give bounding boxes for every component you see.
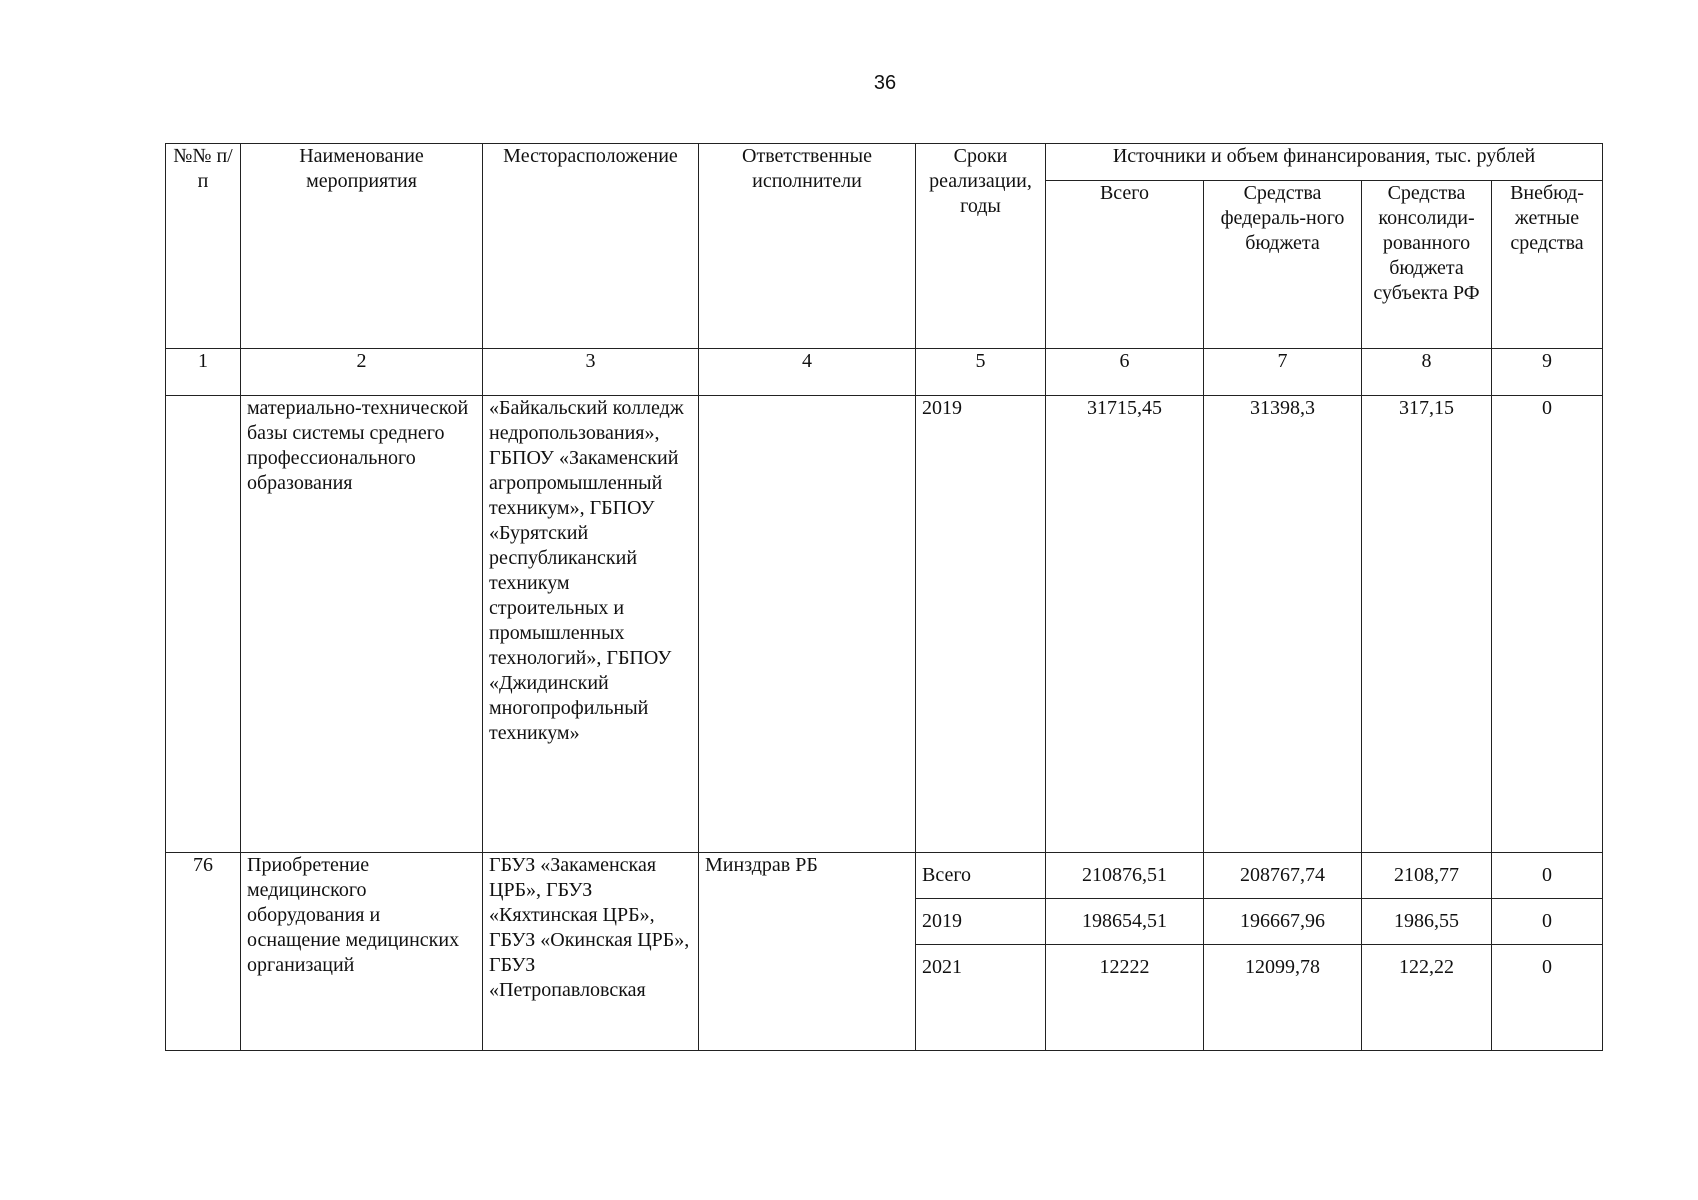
column-number: 6 (1046, 349, 1204, 396)
row-regional: 2108,77 (1362, 853, 1492, 899)
row-name: Приобретение медицинского оборудования и оснащение медицинских организаций (241, 853, 483, 1051)
header-period: Сроки реализации, годы (916, 144, 1046, 349)
row-regional: 122,22 (1362, 945, 1492, 1051)
row-federal: 12099,78 (1204, 945, 1362, 1051)
row-name: материально-технической базы системы среднего профессионального образования (241, 396, 483, 853)
column-number: 8 (1362, 349, 1492, 396)
header-num: №№ п/п (166, 144, 241, 349)
row-total: 31715,45 (1046, 396, 1204, 853)
header-federal: Средства федераль-ного бюджета (1204, 181, 1362, 349)
page-number: 36 (873, 72, 897, 94)
row-responsible: Минздрав РБ (699, 853, 916, 1051)
header-responsible: Ответственные исполнители (699, 144, 916, 349)
row-year: 2019 (916, 899, 1046, 945)
row-num: 76 (166, 853, 241, 1051)
column-number: 9 (1492, 349, 1603, 396)
header-total: Всего (1046, 181, 1204, 349)
row-total: 210876,51 (1046, 853, 1204, 899)
row-num (166, 396, 241, 853)
table-header-row (166, 144, 1603, 181)
header-funding: Источники и объем финансирования, тыс. рублей (1046, 144, 1603, 181)
row-extra: 0 (1492, 853, 1603, 899)
column-number: 2 (241, 349, 483, 396)
column-number: 7 (1204, 349, 1362, 396)
row-federal: 196667,96 (1204, 899, 1362, 945)
funding-table (165, 143, 1603, 1051)
table-row (166, 853, 1603, 899)
row-total: 12222 (1046, 945, 1204, 1051)
row-year: 2019 (916, 396, 1046, 853)
header-name: Наименование мероприятия (241, 144, 483, 349)
row-year: Всего (916, 853, 1046, 899)
row-extra: 0 (1492, 396, 1603, 853)
column-number-row (166, 349, 1603, 396)
header-regional: Средства консолиди-рованного бюджета субъекта РФ (1362, 181, 1492, 349)
row-federal: 208767,74 (1204, 853, 1362, 899)
column-number: 5 (916, 349, 1046, 396)
column-number: 4 (699, 349, 916, 396)
row-location: ГБУЗ «Закаменская ЦРБ», ГБУЗ «Кяхтинская ЦРБ», ГБУЗ «Окинская ЦРБ», ГБУЗ «Петропавловская (483, 853, 699, 1051)
row-regional: 317,15 (1362, 396, 1492, 853)
row-federal: 31398,3 (1204, 396, 1362, 853)
row-location: «Байкальский колледж недропользования», ГБПОУ «Закаменский агропромышленный техникум», ГБПОУ «Бурятский республиканский техникум строительных и промышленных технологий», ГБПОУ «Джидинский многопрофильный техникум» (483, 396, 699, 853)
row-total: 198654,51 (1046, 899, 1204, 945)
header-location: Месторасположение (483, 144, 699, 349)
row-extra: 0 (1492, 899, 1603, 945)
header-extra: Внебюд-жетные средства (1492, 181, 1603, 349)
row-year: 2021 (916, 945, 1046, 1051)
column-number: 1 (166, 349, 241, 396)
table-row (166, 396, 1603, 853)
row-regional: 1986,55 (1362, 899, 1492, 945)
row-extra: 0 (1492, 945, 1603, 1051)
column-number: 3 (483, 349, 699, 396)
row-responsible (699, 396, 916, 853)
